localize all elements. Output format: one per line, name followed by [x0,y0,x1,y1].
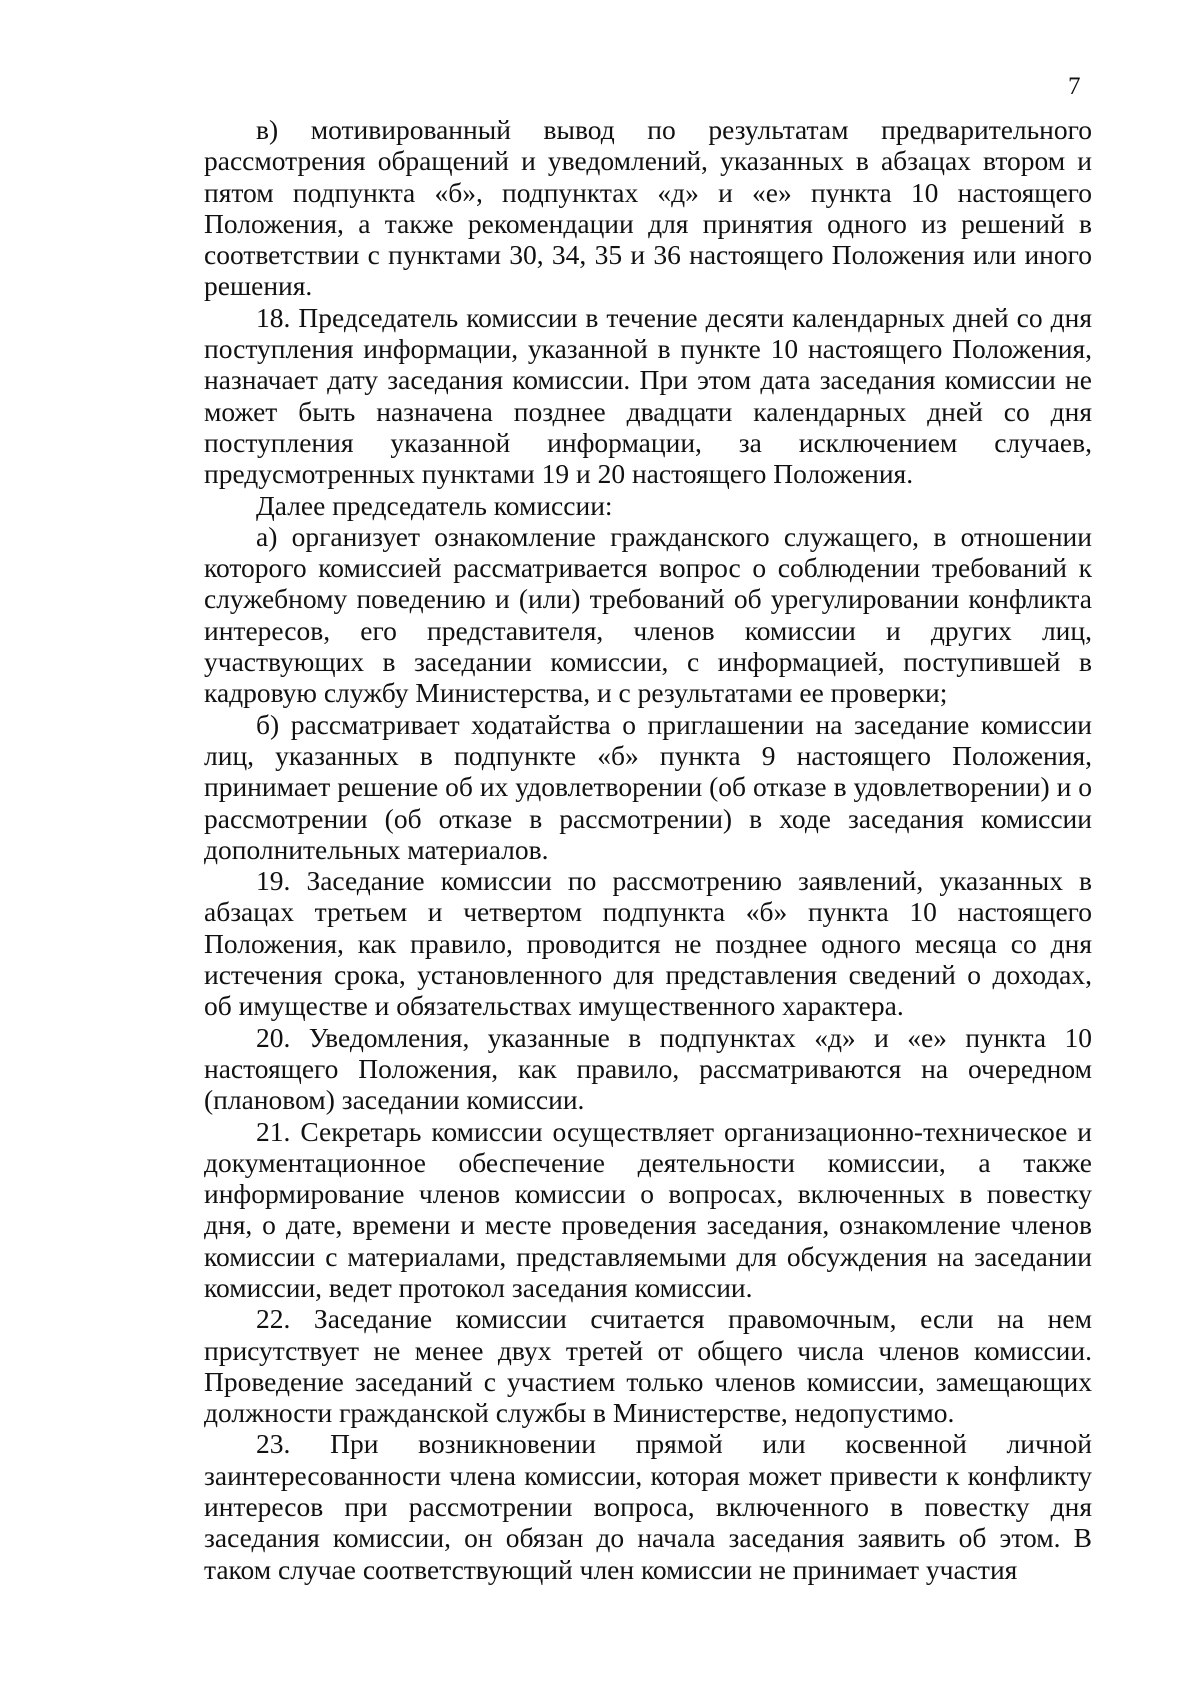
paragraph-subitem-v: в) мотивированный вывод по результатам предварительного рассмотрения обращений и уведомлений, указанных в абзацах втором и пятом подпункта «б», подпунктах «д» и «е» пункта 10 настоящего Положения, а также рекомендации для принятия одного из решений в соответствии с пунктами 30, 34, 35 и 36 настоящего Положения или иного решения. [204,114,1092,302]
paragraph-subitem-a: а) организует ознакомление гражданского служащего, в отношении которого комиссией рассматривается вопрос о соблюдении требований к служебному поведению и (или) требований об урегулировании конфликта интересов, его представителя, членов комиссии и других лиц, участвующих в заседании комиссии, с информацией, поступившей в кадровую службу Министерства, и с результатами ее проверки; [204,520,1092,709]
page-number: 7 [1068,73,1081,100]
paragraph-item-18: 18. Председатель комиссии в течение десяти календарных дней со дня поступления информации, указанной в пункте 10 настоящего Положения, назначает дату заседания комиссии. При этом дата заседания комиссии не может быть назначена позднее двадцати календарных дней со дня поступления указанной информации, за исключением случаев, предусмотренных пунктами 19 и 20 настоящего Положения. [204,301,1092,490]
document-body [204,114,1092,1585]
paragraph-item-20: 20. Уведомления, указанные в подпунктах «д» и «е» пункта 10 настоящего Положения, как правило, рассматриваются на очередном (плановом) заседании комиссии. [204,1021,1092,1116]
paragraph-item-22: 22. Заседание комиссии считается правомочным, если на нем присутствует не менее двух третей от общего числа членов комиссии. Проведение заседаний с участием только членов комиссии, замещающих должности гражданской службы в Министерстве, недопустимо. [204,1303,1092,1429]
paragraph-item-21: 21. Секретарь комиссии осуществляет организационно-техническое и документационное обеспечение деятельности комиссии, а также информирование членов комиссии о вопросах, включенных в повестку дня, о дате, времени и месте проведения заседания, ознакомление членов комиссии с материалами, представляемыми для обсуждения на заседании комиссии, ведет протокол заседания комиссии. [204,1115,1092,1303]
paragraph-item-23: 23. При возникновении прямой или косвенной личной заинтересованности члена комиссии, которая может привести к конфликту интересов при рассмотрении вопроса, включенного в повестку дня заседания комиссии, он обязан до начала заседания заявить об этом. В таком случае соответствующий член комиссии не принимает участия [204,1428,1092,1585]
paragraph-chair-duties-intro: Далее председатель комиссии: [256,489,613,521]
paragraph-item-19: 19. Заседание комиссии по рассмотрению заявлений, указанных в абзацах третьем и четвертом подпункта «б» пункта 10 настоящего Положения, как правило, проводится не позднее одного месяца со дня истечения срока, установленного для представления сведений о доходах, об имуществе и обязательствах имущественного характера. [204,865,1092,1022]
paragraph-subitem-b: б) рассматривает ходатайства о приглашении на заседание комиссии лиц, указанных в подпункте «б» пункта 9 настоящего Положения, принимает решение об их удовлетворении (об отказе в удовлетворении) и о рассмотрении (об отказе в рассмотрении) в ходе заседания комиссии дополнительных материалов. [204,708,1092,865]
